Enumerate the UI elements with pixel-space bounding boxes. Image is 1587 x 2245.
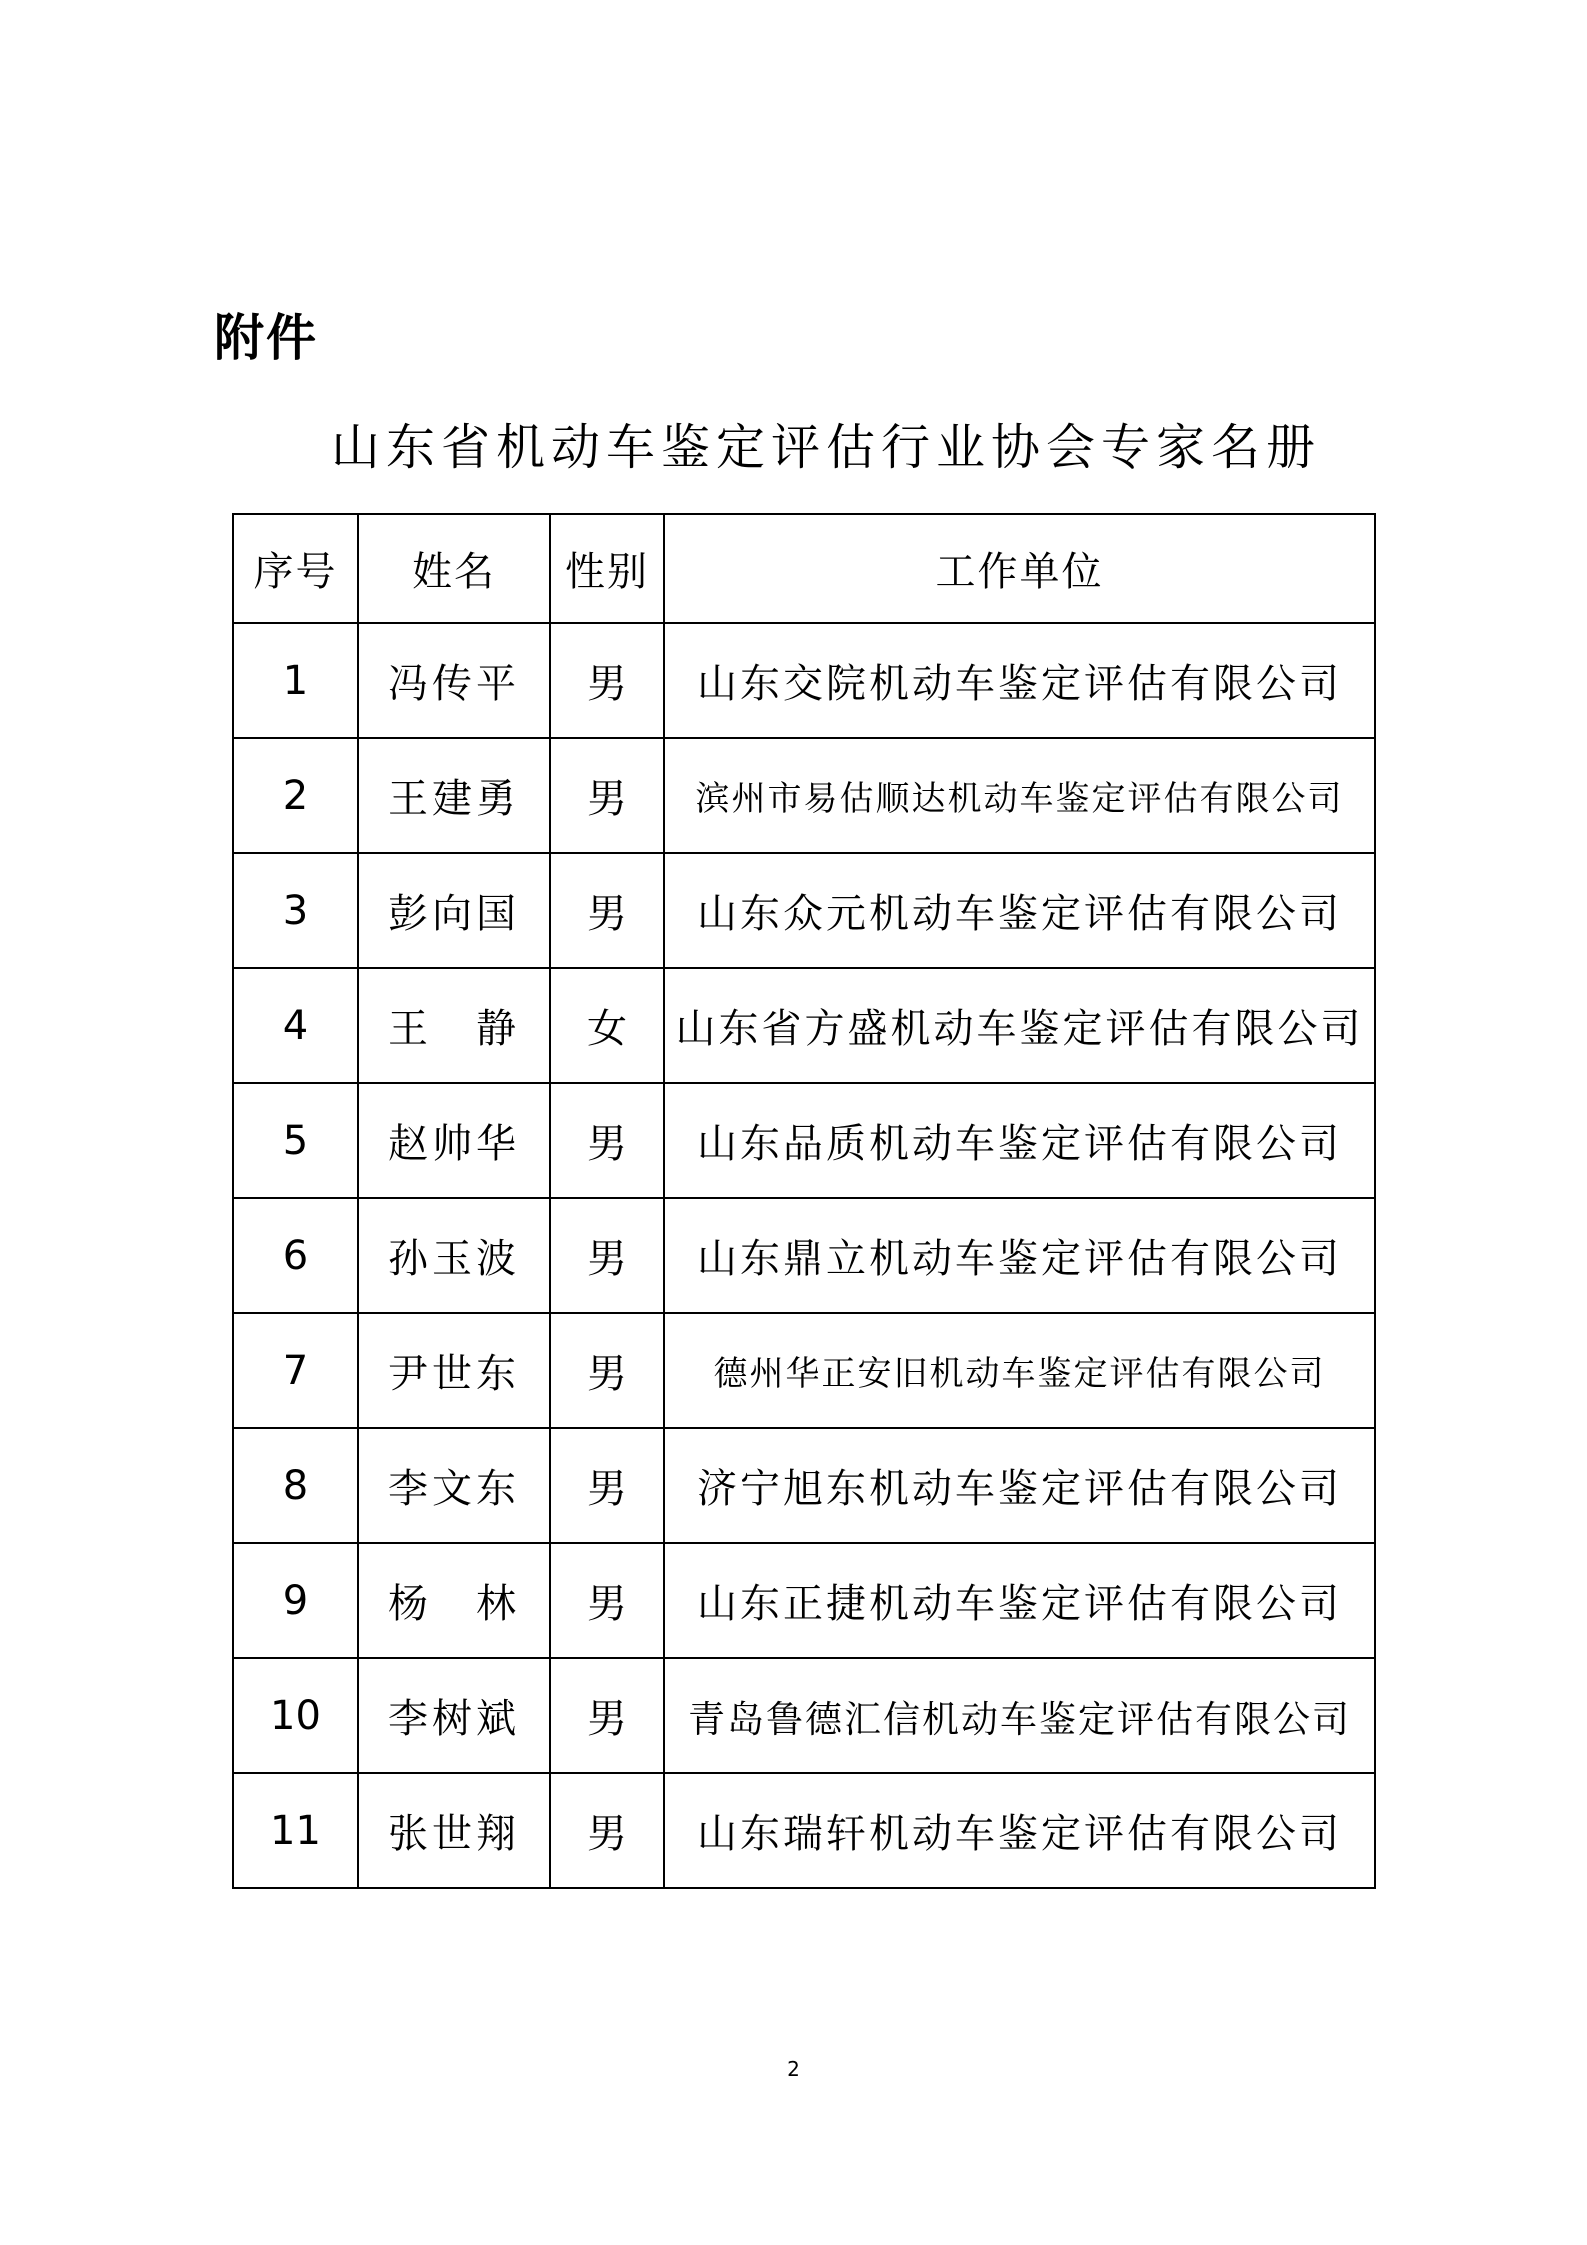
table-row [233,623,1375,738]
row-gender: 男 [550,853,664,968]
row-index: 6 [233,1198,358,1313]
row-gender: 男 [550,1658,664,1773]
table-header-row [233,514,1375,623]
table-row [233,968,1375,1083]
row-index: 5 [233,1083,358,1198]
row-index: 1 [233,623,358,738]
row-name: 李文东 [358,1428,550,1543]
row-gender: 男 [550,1543,664,1658]
table-row [233,1658,1375,1773]
table-row [233,1313,1375,1428]
header-index: 序号 [233,514,358,623]
row-organization: 滨州市易估顺达机动车鉴定评估有限公司 [664,738,1375,853]
row-name: 张世翔 [358,1773,550,1888]
row-name: 李树斌 [358,1658,550,1773]
row-organization: 山东鼎立机动车鉴定评估有限公司 [664,1198,1375,1313]
row-organization: 山东众元机动车鉴定评估有限公司 [664,853,1375,968]
table-row [233,853,1375,968]
header-gender: 性别 [550,514,664,623]
row-index: 7 [233,1313,358,1428]
row-index: 10 [233,1658,358,1773]
header-name: 姓名 [358,514,550,623]
row-organization: 山东正捷机动车鉴定评估有限公司 [664,1543,1375,1658]
row-name: 王 静 [358,968,550,1083]
row-organization: 青岛鲁德汇信机动车鉴定评估有限公司 [664,1658,1375,1773]
row-index: 2 [233,738,358,853]
row-organization: 山东省方盛机动车鉴定评估有限公司 [664,968,1375,1083]
row-gender: 男 [550,1773,664,1888]
row-organization: 德州华正安旧机动车鉴定评估有限公司 [664,1313,1375,1428]
row-index: 3 [233,853,358,968]
table-row [233,1083,1375,1198]
table-row [233,1428,1375,1543]
row-name: 彭向国 [358,853,550,968]
row-name: 尹世东 [358,1313,550,1428]
row-gender: 男 [550,738,664,853]
attachment-label: 附件 [214,309,318,367]
row-gender: 男 [550,1313,664,1428]
row-index: 11 [233,1773,358,1888]
row-index: 4 [233,968,358,1083]
table-row [233,1198,1375,1313]
table-row [233,1773,1375,1888]
table-row [233,1543,1375,1658]
page-number: 2 [787,2057,800,2081]
expert-roster-table [232,513,1376,1889]
row-gender: 女 [550,968,664,1083]
row-gender: 男 [550,1083,664,1198]
row-gender: 男 [550,1198,664,1313]
row-organization: 山东交院机动车鉴定评估有限公司 [664,623,1375,738]
row-name: 孙玉波 [358,1198,550,1313]
row-index: 8 [233,1428,358,1543]
row-gender: 男 [550,623,664,738]
row-organization: 济宁旭东机动车鉴定评估有限公司 [664,1428,1375,1543]
row-index: 9 [233,1543,358,1658]
row-gender: 男 [550,1428,664,1543]
row-name: 杨 林 [358,1543,550,1658]
row-name: 冯传平 [358,623,550,738]
row-name: 赵帅华 [358,1083,550,1198]
row-organization: 山东瑞轩机动车鉴定评估有限公司 [664,1773,1375,1888]
row-name: 王建勇 [358,738,550,853]
document-title: 山东省机动车鉴定评估行业协会专家名册 [330,419,1321,476]
header-organization: 工作单位 [664,514,1375,623]
row-organization: 山东品质机动车鉴定评估有限公司 [664,1083,1375,1198]
table-row [233,738,1375,853]
